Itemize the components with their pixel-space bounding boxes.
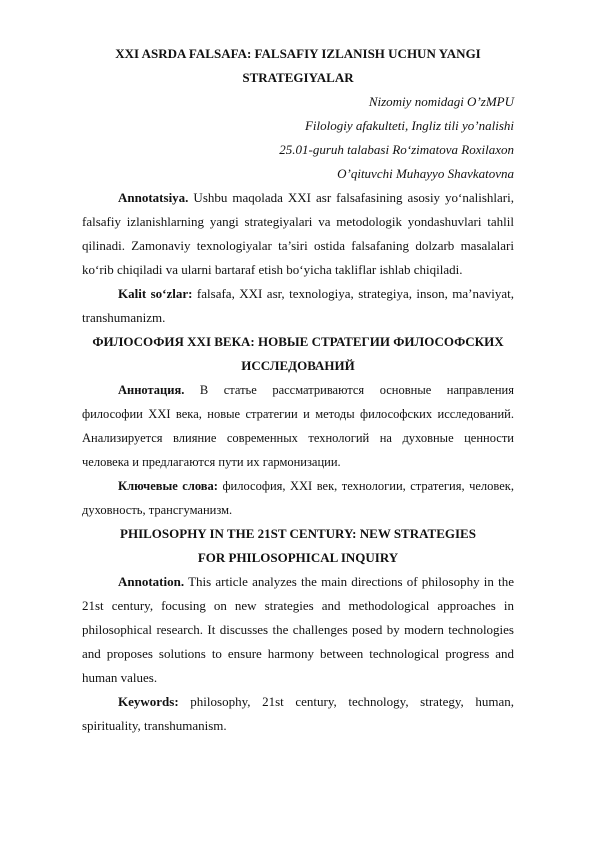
keywords-ru-label: Ключевые слова: — [118, 479, 218, 493]
author-info — [82, 90, 514, 186]
abstract-en — [82, 570, 514, 690]
keywords-en-label: Keywords: — [118, 694, 179, 709]
title-ru: ФИЛОСОФИЯ XXI ВЕКА: НОВЫЕ СТРАТЕГИИ ФИЛОСОФСКИХ ИССЛЕДОВАНИЙ — [92, 334, 504, 373]
author-line-student: 25.01-guruh talabasi Ro‘zimatova Roxilaxon — [279, 142, 514, 157]
author-line-teacher: O’qituvchi Muhayyo Shavkatovna — [337, 166, 514, 181]
title-en: PHILOSOPHY IN THE 21ST CENTURY: NEW STRATEGIES FOR PHILOSOPHICAL INQUIRY — [120, 526, 476, 565]
abstract-ru-text: В статье рассматриваются основные направления философии XXI века, новые стратегии и методы философских исследований. Анализируется влияние современных технологий на духовные ценности человека и предлагаются пути их гармонизации. — [82, 383, 514, 469]
abstract-en-text: This article analyzes the main directions of philosophy in the 21st century, focusing on new strategies and methodological approaches in philosophical research. It discusses the challenges posed by modern technologies and proposes solutions to ensure harmony between technological progress and human values. — [82, 574, 514, 685]
document-page — [82, 42, 514, 738]
abstract-ru-label: Аннотация. — [118, 383, 185, 397]
abstract-en-label: Annotation. — [118, 574, 185, 589]
keywords-ru — [82, 474, 514, 522]
abstract-uz-label: Annotatsiya. — [118, 190, 189, 205]
author-line-faculty: Filologiy afakulteti, Ingliz tili yo’nalishi — [304, 118, 514, 133]
keywords-uz-label: Kalit so‘zlar: — [118, 286, 193, 301]
abstract-uz — [82, 186, 514, 282]
author-line-university: Nizomiy nomidagi O’zMPU — [368, 94, 514, 109]
keywords-en — [82, 690, 514, 738]
keywords-en-text: philosophy, 21st century, technology, strategy, human, spirituality, transhumanism. — [82, 694, 514, 733]
title-uz: XXI ASRDA FALSAFA: FALSAFIY IZLANISH UCHUN YANGI STRATEGIYALAR — [115, 46, 481, 85]
abstract-uz-text: Ushbu maqolada XXI asr falsafasining asosiy yo‘nalishlari, falsafiy izlanishlarning yangi strategiyalari va metodologik yondashuvlari tahlil qilinadi. Zamonaviy texnologiyalar ta’siri ostida falsafaning dolzarb masalalari ko‘rib chiqiladi va ularni bartaraf etish bo‘yicha takliflar ishlab chiqiladi. — [82, 190, 514, 277]
keywords-ru-text: философия, XXI век, технологии, стратегия, человек, духовность, трансгуманизм. — [82, 479, 514, 517]
keywords-uz-text: falsafa, XXI asr, texnologiya, strategiya, inson, ma’naviyat, transhumanizm. — [82, 286, 514, 325]
abstract-ru — [82, 378, 514, 474]
keywords-uz — [82, 282, 514, 330]
